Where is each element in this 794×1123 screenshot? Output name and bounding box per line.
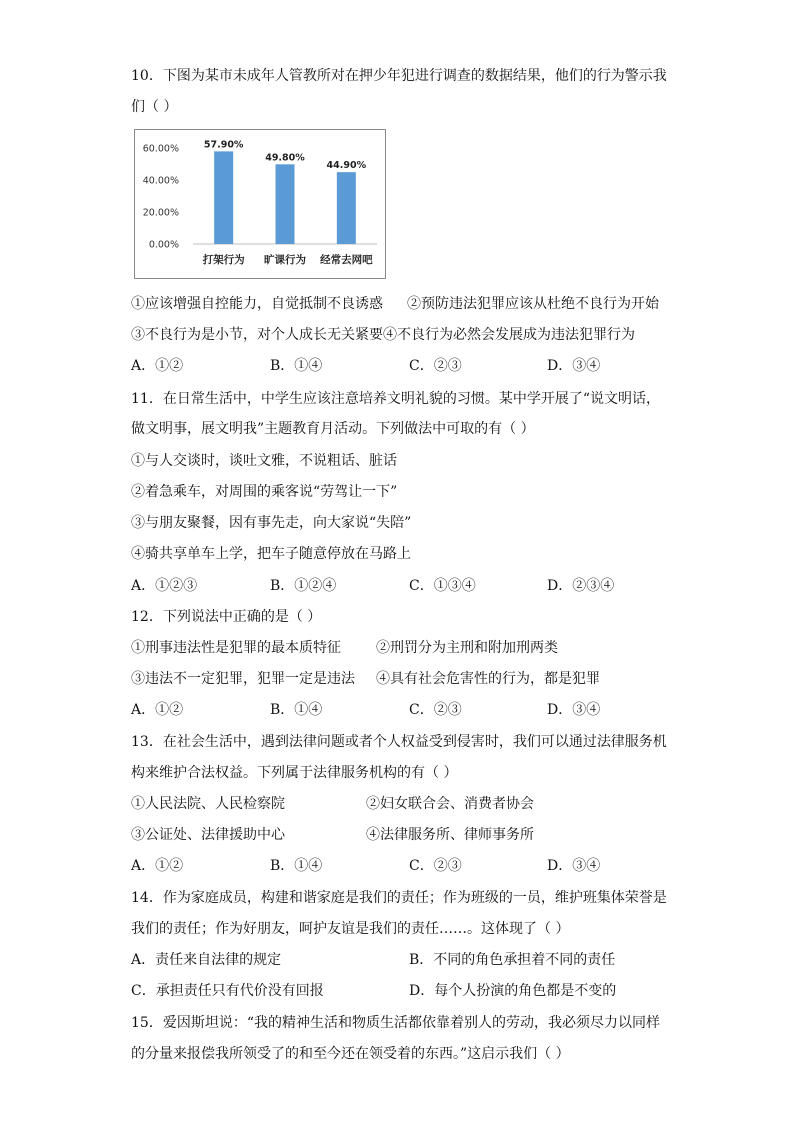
answer-c[interactable]: C．②③ [409,858,462,874]
bar-2 [276,164,295,244]
q11-item-3: ③与朋友聚餐，因有事先走，向大家说“失陪” [131,515,412,531]
answer-c[interactable]: C．①③④ [409,578,476,594]
answer-d[interactable]: D．③④ [547,358,601,374]
q12-options-row1 [131,638,691,658]
survey-bar-chart [134,129,386,279]
y-tick-label: 60.00% [142,143,179,155]
q13-item-4: ④法律服务所、律师事务所 [366,827,534,843]
q12-item-3: ③违法不一定犯罪，犯罪一定是违法 [131,671,355,687]
q12-item-4: ④具有社会危害性的行为，都是犯罪 [376,671,600,687]
answer-b[interactable]: B．①④ [270,358,323,374]
q10-options-row1 [131,294,691,314]
x-tick-label: 打架行为 [202,254,245,266]
y-tick-label: 20.00% [142,207,179,219]
q10-stem-line1: 10．下图为某市未成年人管教所对在押少年犯进行调查的数据结果，他们的行为警示我 [131,68,667,84]
answer-b[interactable]: B．①④ [270,858,323,874]
q15-stem-line2: 的分量来报偿我所领受了的和至今还在领受着的东西。”这启示我们（ ） [131,1046,570,1062]
answer-c[interactable]: C．承担责任只有代价没有回报 [131,983,324,999]
answer-a[interactable]: A．①② [131,858,184,874]
data-label: 57.90% [203,139,244,151]
q14-options-row1 [131,950,691,970]
q11-answers [131,576,691,596]
q11-stem-line2: 做文明事，展文明我”主题教育月活动。下列做法中可取的有（ ） [131,421,535,437]
answer-c[interactable]: C．②③ [409,358,462,374]
q13-item-1: ①人民法院、人民检察院 [131,796,285,812]
q12-options-row2 [131,669,691,689]
q10-stem-line2: 们（ ） [131,99,178,115]
answer-b[interactable]: B．不同的角色承担着不同的责任 [409,952,616,968]
q14-options-row2 [131,981,691,1001]
q13-answers [131,856,691,876]
q10-answers [131,356,691,376]
data-label: 44.90% [326,160,367,172]
answer-d[interactable]: D．③④ [547,858,601,874]
q10-item-2: ②预防违法犯罪应该从杜绝不良行为开始 [407,296,659,312]
q12-item-1: ①刑事违法性是犯罪的最本质特征 [131,640,341,656]
q11-item-4: ④骑共享单车上学，把车子随意停放在马路上 [131,546,411,562]
answer-a[interactable]: A．①②③ [131,578,198,594]
answer-b[interactable]: B．①②④ [270,578,337,594]
x-tick-label: 经常去网吧 [320,254,373,266]
q12-stem: 12．下列说法中正确的是（ ） [131,609,322,625]
q13-stem-line1: 13．在社会生活中，遇到法律问题或者个人权益受到侵害时，我们可以通过法律服务机 [131,734,667,750]
q11-stem-line1: 11．在日常生活中，中学生应该注意培养文明礼貌的习惯。某中学开展了“说文明话， [131,391,660,407]
answer-a[interactable]: A．①② [131,358,184,374]
q11-item-2: ②着急乘车，对周围的乘客说“劳驾让一下” [131,484,398,500]
answer-d[interactable]: D．②③④ [547,578,615,594]
q13-options-row2 [131,825,691,845]
answer-d[interactable]: D．③④ [547,702,601,718]
answer-d[interactable]: D．每个人扮演的角色都是不变的 [409,983,617,999]
answer-c[interactable]: C．②③ [409,702,462,718]
q14-stem-line2: 我们的责任；作为好朋友，呵护友谊是我们的责任……。这体现了（ ） [131,921,570,937]
q11-item-1: ①与人交谈时，谈吐文雅，不说粗话、脏话 [131,453,397,469]
q12-answers [131,700,691,720]
bar-1 [214,151,233,244]
q10-options-row2: ③不良行为是小节，对个人成长无关紧要④不良行为必然会发展成为违法犯罪行为 [131,327,635,343]
bar-3 [337,172,356,244]
y-tick-label: 40.00% [142,175,179,187]
answer-a[interactable]: A．①② [131,702,184,718]
data-label: 49.80% [265,152,305,164]
answer-a[interactable]: A．责任来自法律的规定 [131,952,282,968]
x-tick-label: 旷课行为 [264,254,306,266]
q13-item-3: ③公证处、法律援助中心 [131,827,285,843]
answer-b[interactable]: B．①④ [270,702,323,718]
q13-stem-line2: 构来维护合法权益。下列属于法律服务机构的有（ ） [131,765,458,781]
y-tick-label: 0.00% [148,239,179,251]
q12-item-2: ②刑罚分为主刑和附加刑两类 [376,640,558,656]
q10-item-1-2: ①应该增强自控能力，自觉抵制不良诱惑 [131,296,383,312]
q13-item-2: ②妇女联合会、消费者协会 [366,796,534,812]
chart-svg [135,130,385,278]
q13-options-row1 [131,794,691,814]
q15-stem-line1: 15．爱因斯坦说：“我的精神生活和物质生活都依靠着别人的劳动，我必须尽力以同样 [131,1015,660,1031]
q14-stem-line1: 14．作为家庭成员，构建和谐家庭是我们的责任；作为班级的一员，维护班集体荣誉是 [131,890,667,906]
